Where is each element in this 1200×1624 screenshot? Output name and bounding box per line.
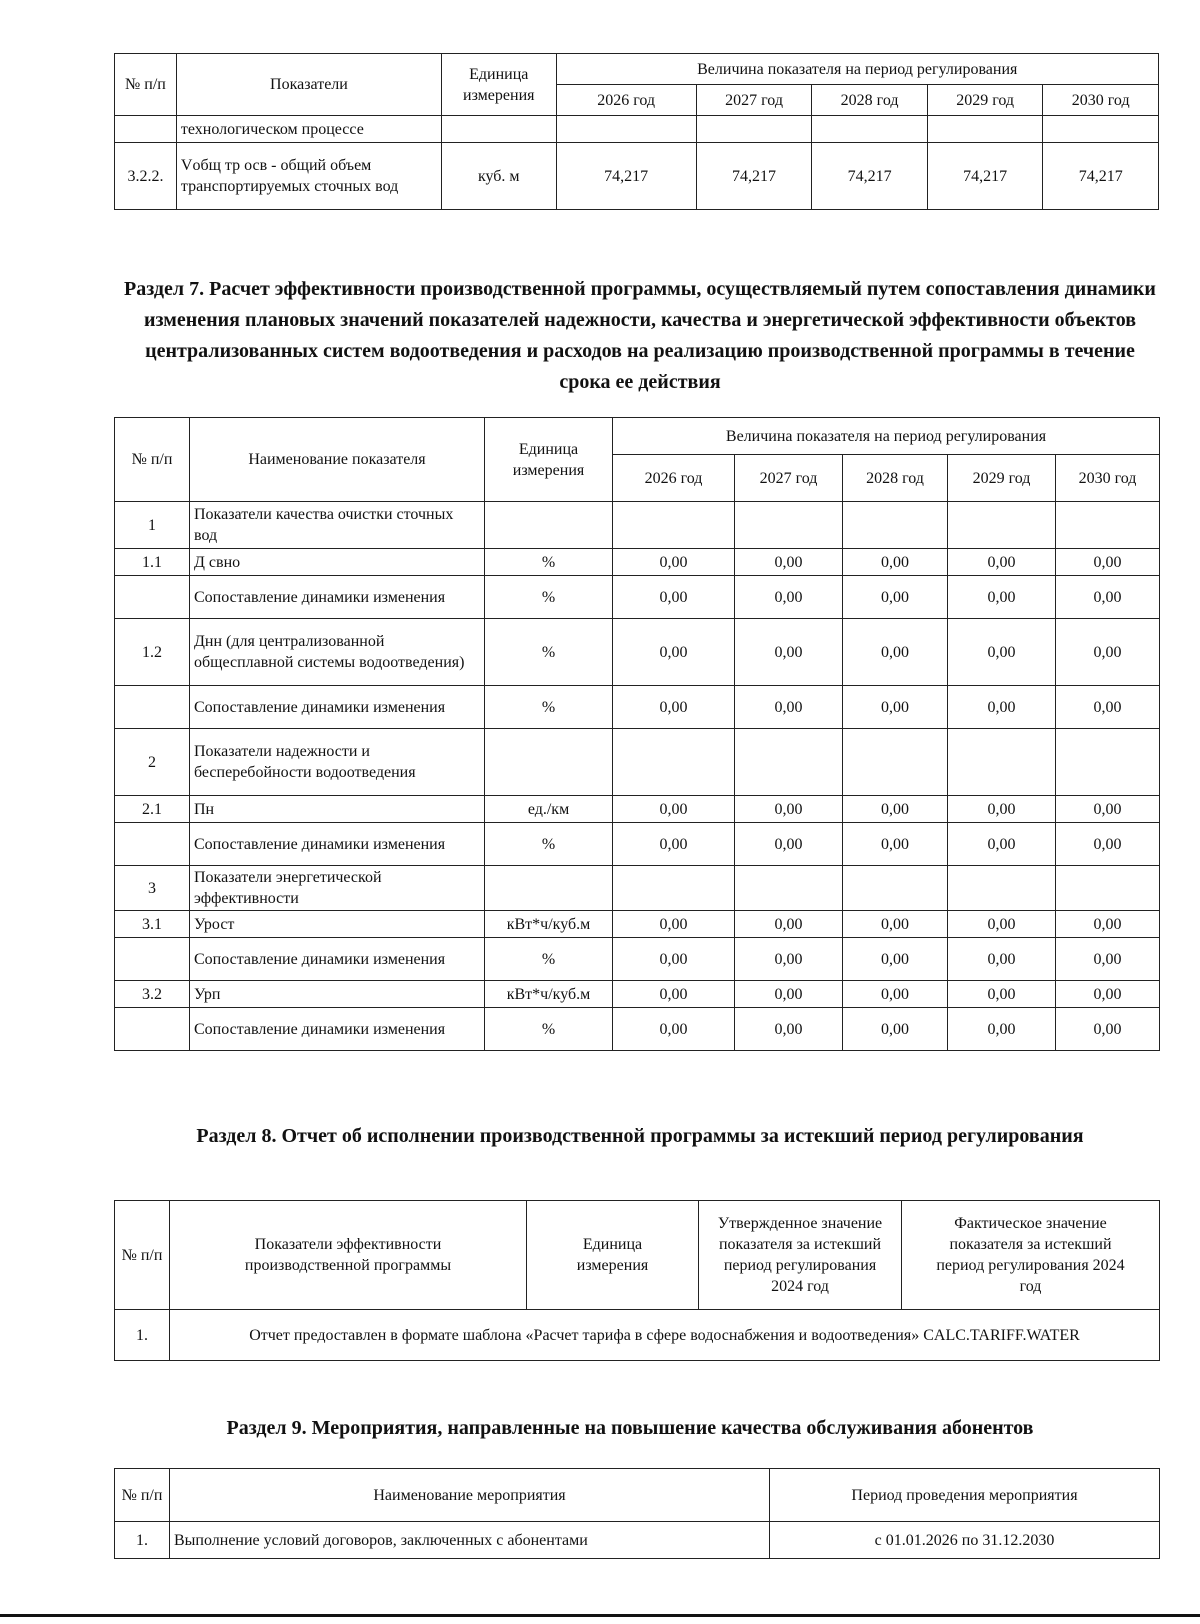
row-value	[843, 502, 948, 549]
row-value: 0,00	[613, 911, 735, 938]
row-value: 0,00	[948, 686, 1056, 729]
table-row	[115, 576, 1160, 619]
row-unit	[442, 116, 557, 143]
row-num	[115, 823, 190, 866]
table-row	[115, 502, 1160, 549]
row-value: 0,00	[843, 823, 948, 866]
row-value: 0,00	[843, 576, 948, 619]
row-name: технологическом процессе	[176, 116, 441, 143]
row-unit: %	[485, 619, 613, 686]
row-value: 0,00	[843, 549, 948, 576]
row-unit: кВт*ч/куб.м	[485, 981, 613, 1008]
row-value: 0,00	[948, 549, 1056, 576]
row-unit: %	[485, 576, 613, 619]
row-name: Д свно	[190, 549, 485, 576]
row-name: Урп	[190, 981, 485, 1008]
row-value: 0,00	[1056, 576, 1160, 619]
row-name: Показатели качества очистки сточных вод	[190, 502, 485, 549]
row-value: 0,00	[735, 1008, 843, 1051]
row-value	[1056, 729, 1160, 796]
header-year: 2026 год	[613, 455, 735, 502]
row-value: 0,00	[1056, 911, 1160, 938]
row-num: 1.	[115, 1310, 170, 1361]
table-row	[115, 116, 1159, 143]
header-period: Величина показателя на период регулирования	[556, 54, 1159, 85]
header-year: 2027 год	[735, 455, 843, 502]
row-value: 0,00	[948, 938, 1056, 981]
header-unit: Единица измерения	[485, 418, 613, 502]
row-value	[735, 502, 843, 549]
row-value: 0,00	[948, 823, 1056, 866]
row-report-text: Отчет предоставлен в формате шаблона «Расчет тарифа в сфере водоснабжения и водоотведения» CALC.TARIFF.WATER	[170, 1310, 1160, 1361]
row-value: 0,00	[1056, 796, 1160, 823]
row-value: 0,00	[1056, 686, 1160, 729]
row-value	[1056, 866, 1160, 911]
row-value: 74,217	[1043, 143, 1159, 210]
row-value	[843, 729, 948, 796]
row-value: 0,00	[1056, 549, 1160, 576]
scan-edge-line	[0, 1614, 1200, 1617]
header-year: 2026 год	[556, 85, 696, 116]
row-value: 0,00	[613, 938, 735, 981]
row-value: 0,00	[613, 796, 735, 823]
row-value: 0,00	[1056, 981, 1160, 1008]
row-value: 74,217	[696, 143, 812, 210]
row-unit	[485, 866, 613, 911]
row-value: 0,00	[843, 938, 948, 981]
row-unit: ед./км	[485, 796, 613, 823]
section7-heading: Раздел 7. Расчет эффективности производственной программы, осуществляемый путем сопоставления динамики изменения плановых значений показателей надежности, качества и энергетической эффективности объектов централизованных систем водоотведения и расходов на реализацию производственной программы в течение срока ее действия	[124, 278, 1156, 393]
row-unit: %	[485, 938, 613, 981]
row-name: Сопоставление динамики изменения	[190, 1008, 485, 1051]
row-value: 0,00	[1056, 619, 1160, 686]
header-name: Наименование показателя	[190, 418, 485, 502]
table-row	[115, 981, 1160, 1008]
section7-table	[114, 417, 1160, 1051]
row-num: 3	[115, 866, 190, 911]
row-name: Сопоставление динамики изменения	[190, 576, 485, 619]
header-year: 2028 год	[812, 85, 928, 116]
row-value	[613, 502, 735, 549]
row-num	[115, 686, 190, 729]
row-value	[556, 116, 696, 143]
row-value: 0,00	[735, 938, 843, 981]
table-row	[115, 729, 1160, 796]
header-year: 2030 год	[1056, 455, 1160, 502]
row-value: 0,00	[948, 911, 1056, 938]
row-value	[1043, 116, 1159, 143]
header-indicator: Показатели эффективности производственной программы	[170, 1201, 527, 1310]
row-value	[696, 116, 812, 143]
table-row	[115, 619, 1160, 686]
row-num: 1.	[115, 1522, 170, 1559]
row-unit	[485, 502, 613, 549]
row-value: 0,00	[613, 981, 735, 1008]
section8-table	[114, 1200, 1160, 1361]
row-value: 0,00	[948, 576, 1056, 619]
row-value: 0,00	[1056, 1008, 1160, 1051]
table-row	[115, 549, 1160, 576]
row-value: 0,00	[948, 1008, 1056, 1051]
row-value: 0,00	[613, 576, 735, 619]
header-period: Период проведения мероприятия	[770, 1469, 1160, 1522]
row-num: 2	[115, 729, 190, 796]
header-num: № п/п	[115, 1201, 170, 1310]
row-value	[613, 729, 735, 796]
row-num: 1	[115, 502, 190, 549]
table-row	[115, 823, 1160, 866]
row-value	[812, 116, 928, 143]
row-num: 3.2.2.	[115, 143, 177, 210]
header-approved: Утвержденное значение показателя за истекший период регулирования 2024 год	[699, 1201, 902, 1310]
row-value	[948, 866, 1056, 911]
row-value	[948, 729, 1056, 796]
row-name: Сопоставление динамики изменения	[190, 686, 485, 729]
row-value: 0,00	[1056, 823, 1160, 866]
row-value: 0,00	[948, 619, 1056, 686]
row-value: 0,00	[613, 549, 735, 576]
row-value: 0,00	[735, 619, 843, 686]
row-value: 74,217	[927, 143, 1043, 210]
row-name: Vобщ тр осв - общий объем транспортируемых сточных вод	[176, 143, 441, 210]
row-value	[1056, 502, 1160, 549]
header-year: 2029 год	[927, 85, 1043, 116]
row-value: 0,00	[735, 981, 843, 1008]
row-value: 0,00	[843, 619, 948, 686]
row-num	[115, 576, 190, 619]
row-name: Выполнение условий договоров, заключенных с абонентами	[170, 1522, 770, 1559]
section7-header-row	[115, 418, 1160, 455]
table-row	[115, 911, 1160, 938]
table-row	[115, 938, 1160, 981]
row-num: 2.1	[115, 796, 190, 823]
row-unit: %	[485, 686, 613, 729]
row-num	[115, 1008, 190, 1051]
row-name: Днн (для централизованной общесплавной системы водоотведения)	[190, 619, 485, 686]
row-num: 3.1	[115, 911, 190, 938]
header-indicator: Показатели	[176, 54, 441, 116]
header-year: 2027 год	[696, 85, 812, 116]
row-num: 1.1	[115, 549, 190, 576]
row-value: 0,00	[735, 686, 843, 729]
row-period: с 01.01.2026 по 31.12.2030	[770, 1522, 1160, 1559]
table-row	[115, 796, 1160, 823]
row-value	[948, 502, 1056, 549]
header-year: 2028 год	[843, 455, 948, 502]
row-name: Сопоставление динамики изменения	[190, 938, 485, 981]
row-name: Пн	[190, 796, 485, 823]
section9-table	[114, 1468, 1160, 1559]
table-row	[115, 1310, 1160, 1361]
header-num: № п/п	[115, 418, 190, 502]
row-value	[843, 866, 948, 911]
section9-header-row	[115, 1469, 1160, 1522]
table-row	[115, 866, 1160, 911]
header-unit: Единица измерения	[527, 1201, 699, 1310]
row-value: 0,00	[735, 549, 843, 576]
row-value: 0,00	[735, 911, 843, 938]
row-name: Урост	[190, 911, 485, 938]
row-value: 0,00	[613, 823, 735, 866]
row-value: 0,00	[613, 1008, 735, 1051]
row-value: 0,00	[843, 796, 948, 823]
row-value: 0,00	[948, 981, 1056, 1008]
row-num	[115, 938, 190, 981]
top-table-header-row	[115, 54, 1159, 85]
header-actual: Фактическое значение показателя за истекший период регулирования 2024 год	[902, 1201, 1160, 1310]
row-unit: %	[485, 823, 613, 866]
row-num	[115, 116, 177, 143]
row-value: 0,00	[843, 686, 948, 729]
header-num: № п/п	[115, 1469, 170, 1522]
row-name: Показатели надежности и бесперебойности водоотведения	[190, 729, 485, 796]
row-value: 74,217	[812, 143, 928, 210]
section9-heading: Раздел 9. Мероприятия, направленные на повышение качества обслуживания абонентов	[226, 1417, 1034, 1439]
table-row	[115, 143, 1159, 210]
header-name: Наименование мероприятия	[170, 1469, 770, 1522]
table-row	[115, 1008, 1160, 1051]
row-value: 0,00	[613, 619, 735, 686]
row-value: 0,00	[1056, 938, 1160, 981]
header-year: 2030 год	[1043, 85, 1159, 116]
row-unit	[485, 729, 613, 796]
header-period: Величина показателя на период регулирования	[613, 418, 1160, 455]
row-value: 0,00	[948, 796, 1056, 823]
row-value: 0,00	[843, 1008, 948, 1051]
row-num: 3.2	[115, 981, 190, 1008]
row-num: 1.2	[115, 619, 190, 686]
row-value	[613, 866, 735, 911]
section8-header-row	[115, 1201, 1160, 1310]
row-value	[735, 729, 843, 796]
row-value: 0,00	[735, 796, 843, 823]
row-value	[735, 866, 843, 911]
row-value	[927, 116, 1043, 143]
row-unit: %	[485, 549, 613, 576]
row-value: 0,00	[735, 576, 843, 619]
row-unit: куб. м	[442, 143, 557, 210]
row-value: 0,00	[843, 981, 948, 1008]
row-value: 0,00	[735, 823, 843, 866]
header-year: 2029 год	[948, 455, 1056, 502]
top-table	[114, 53, 1159, 210]
header-unit: Единица измерения	[442, 54, 557, 116]
table-row	[115, 686, 1160, 729]
row-value: 0,00	[613, 686, 735, 729]
section7-body	[115, 502, 1160, 1051]
header-num: № п/п	[115, 54, 177, 116]
table-row	[115, 1522, 1160, 1559]
row-name: Сопоставление динамики изменения	[190, 823, 485, 866]
section8-heading: Раздел 8. Отчет об исполнении производственной программы за истекший период регулирования	[196, 1125, 1084, 1147]
row-unit: кВт*ч/куб.м	[485, 911, 613, 938]
row-value: 74,217	[556, 143, 696, 210]
row-value: 0,00	[843, 911, 948, 938]
row-name: Показатели энергетической эффективности	[190, 866, 485, 911]
row-unit: %	[485, 1008, 613, 1051]
